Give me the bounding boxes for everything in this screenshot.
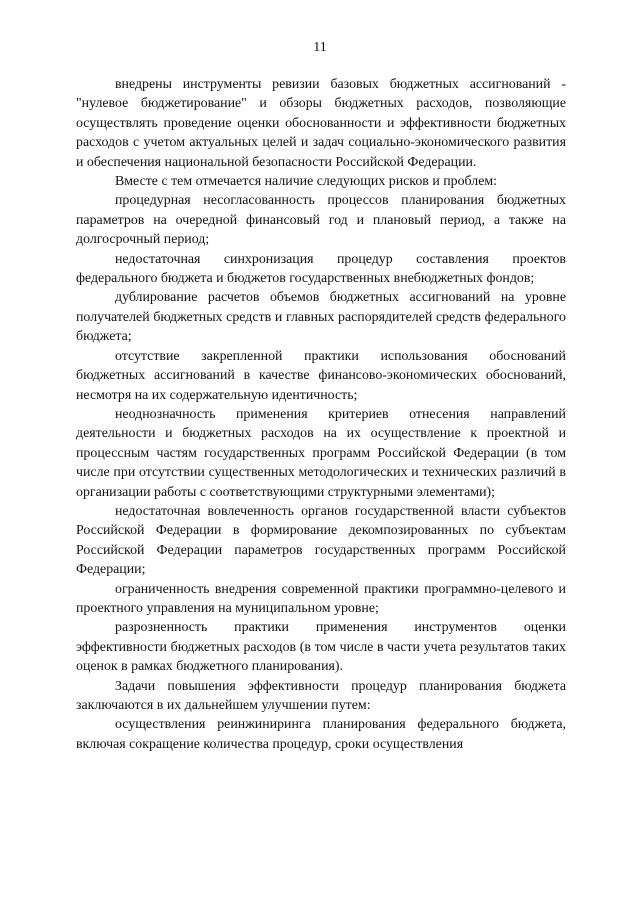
paragraph-regional-involvement: недостаточная вовлеченность органов государственной власти субъектов Российской Федерации в формирование декомпозированных по субъектам Российской Федерации параметров государственных программ Российской Федерации; — [76, 503, 566, 578]
paragraph-risks-intro: Вместе с тем отмечается наличие следующих рисков и проблем: — [115, 174, 498, 190]
paragraph-fragmented-evaluation: разрозненность практики применения инструментов оценки эффективности бюджетных расходов (в том числе в части учета результатов таких оценок в рамках бюджетного планирования). — [76, 620, 566, 675]
document-body — [76, 75, 566, 754]
paragraph-ambiguous-criteria: неоднозначность применения критериев отнесения направлений деятельности и бюджетных расходов на их осуществление к проектной и процессным частям государственных программ Российской Федерации (в том числе при отсутствии существенных методологических и технических различий в организации работы с соответствующими структурными элементами); — [76, 406, 566, 500]
paragraph-reengineering: осуществления реинжиниринга планирования федерального бюджета, включая сокращение количества процедур, сроки осуществления — [76, 717, 566, 752]
paragraph-zero-budgeting: внедрены инструменты ревизии базовых бюджетных ассигнований - "нулевое бюджетирование" и обзоры бюджетных расходов, позволяющие осуществлять проведение оценки обоснованности и эффективности бюджетных расходов с учетом актуальных целей и задач социально-экономического развития и обеспечения национальной безопасности Российской Федерации. — [76, 77, 566, 170]
page-number: 11 — [313, 40, 327, 55]
paragraph-municipal-limitations: ограниченность внедрения современной практики программно-целевого и проектного управления на муниципальном уровне; — [76, 581, 566, 616]
paragraph-insufficient-synchronization: недостаточная синхронизация процедур составления проектов федерального бюджета и бюджетов государственных внебюджетных фондов; — [76, 251, 566, 287]
paragraph-no-established-practice: отсутствие закрепленной практики использования обоснований бюджетных ассигнований в качестве финансово-экономических обоснований, несмотря на их содержательную идентичность; — [76, 348, 566, 403]
paragraph-procedural-inconsistency: процедурная несогласованность процессов планирования бюджетных параметров на очередной финансовый год и плановый период, а также на долгосрочный период; — [76, 193, 566, 248]
paragraph-tasks-intro: Задачи повышения эффективности процедур планирования бюджета заключаются в их дальнейшем улучшении путем: — [76, 678, 566, 713]
paragraph-duplicate-calculations: дублирование расчетов объемов бюджетных ассигнований на уровне получателей бюджетных средств и главных распорядителей средств федерального бюджета; — [76, 290, 566, 345]
